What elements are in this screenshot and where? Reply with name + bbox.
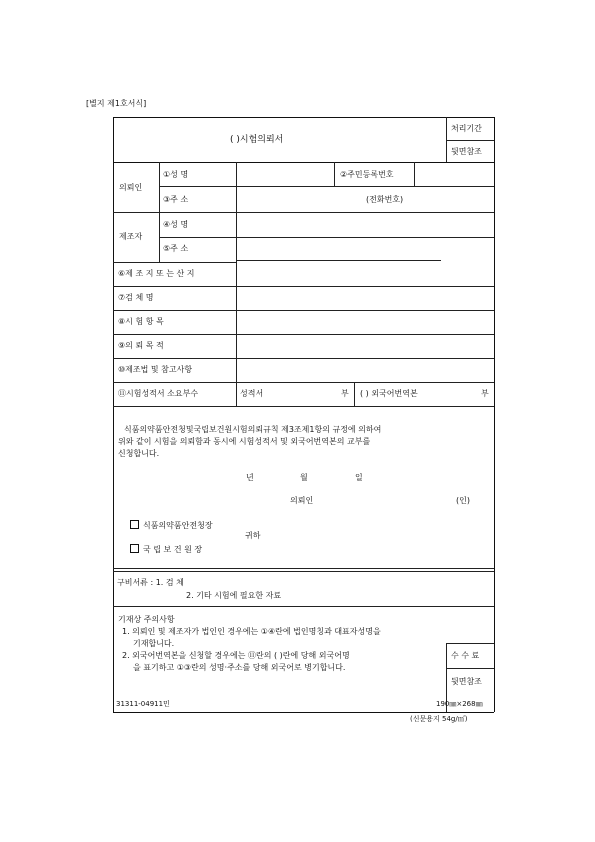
frame-bottom — [113, 712, 494, 713]
phone-label: (전화번호) — [366, 195, 404, 204]
frame-top — [113, 117, 494, 118]
purpose-label: ⑨의 뢰 목 적 — [118, 341, 164, 350]
statement-line-1: 식품의약품안전청및국립보건원시험의뢰규칙 제3조제1항의 규정에 의하여 — [124, 425, 382, 434]
report-unit: 부 — [341, 389, 349, 398]
date-month: 월 — [300, 473, 308, 482]
origin-label: ⑥제 조 지 또 는 산 지 — [118, 269, 195, 278]
honorific-label: 귀하 — [245, 531, 261, 540]
test-items-label: ⑧시 험 항 목 — [118, 317, 164, 326]
manufacturer-name-label: ④성 명 — [163, 220, 189, 229]
copies-label: ⑪시험성적서 소요부수 — [118, 389, 199, 398]
paper-size: 190㎜×268㎜ — [436, 700, 483, 708]
statement-line-2: 위와 같이 시험을 의뢰함과 동시에 시험성적서 및 외국어번역본의 교부를 — [118, 437, 371, 446]
fee-label: 수 수 료 — [451, 651, 480, 660]
checkbox-icon — [130, 544, 139, 553]
notes-title: 기재상 주의사항 — [118, 615, 175, 624]
see-back-label: 뒷면참조 — [451, 147, 482, 156]
title-bottom-line — [113, 162, 494, 163]
note-1a: 1. 의뢰인 및 제조자가 법인인 경우에는 ①④란에 법인명칭과 대표자성명을 — [122, 627, 381, 636]
applicant-address-label: ③주 소 — [163, 195, 189, 204]
note-2a: 2. 외국어번역본을 신청할 경우에는 ⑪란의 ( )란에 당해 외국어명 — [122, 651, 350, 660]
specimen-label: ⑦검 체 명 — [118, 293, 154, 302]
manufacturer-address-label: ⑤주 소 — [163, 244, 189, 253]
seal-mark: (인) — [456, 496, 470, 505]
applicant-group-label: 의뢰인 — [119, 183, 143, 192]
report-copies-label: 성적서 — [240, 389, 264, 398]
date-day: 일 — [355, 473, 363, 482]
documents-line-2: 2. 기타 시험에 필요한 자료 — [186, 591, 282, 600]
manufacturer-group-label: 제조자 — [119, 232, 143, 241]
form-label: [별지 제1호서식] — [86, 99, 147, 108]
requester-label: 의뢰인 — [290, 496, 314, 505]
form-title: ( )시험의뢰서 — [230, 135, 284, 145]
note-2b: 을 표기하고 ①③란의 성명·주소를 당해 외국어로 병기합니다. — [133, 663, 346, 672]
checkbox-icon — [130, 520, 139, 529]
frame-left — [113, 117, 114, 712]
method-label: ⑩제조법 및 참고사항 — [118, 365, 193, 374]
date-year: 년 — [246, 473, 254, 482]
form-number: 31311-04911민 — [116, 700, 170, 708]
processing-period-label: 처리기간 — [451, 124, 482, 133]
translation-label: ( ) 외국어번역본 — [360, 389, 418, 398]
statement-line-3: 신청합니다. — [118, 449, 160, 458]
translation-unit: 부 — [481, 389, 489, 398]
applicant-name-label: ①성 명 — [163, 170, 189, 179]
note-1b: 기재합니다. — [133, 639, 175, 648]
addressee-kfda[interactable]: 식품의약품안전청장 — [130, 520, 213, 530]
paper-spec: (신문용지 54g/㎡) — [410, 715, 468, 723]
applicant-rrn-label: ②주민등록번호 — [340, 170, 394, 179]
addressee-nih[interactable]: 국 립 보 건 원 장 — [130, 544, 202, 554]
frame-right — [494, 117, 495, 712]
fee-see-back: 뒷면참조 — [451, 677, 482, 686]
documents-line-1: 구비서류 : 1. 검 체 — [117, 578, 184, 587]
